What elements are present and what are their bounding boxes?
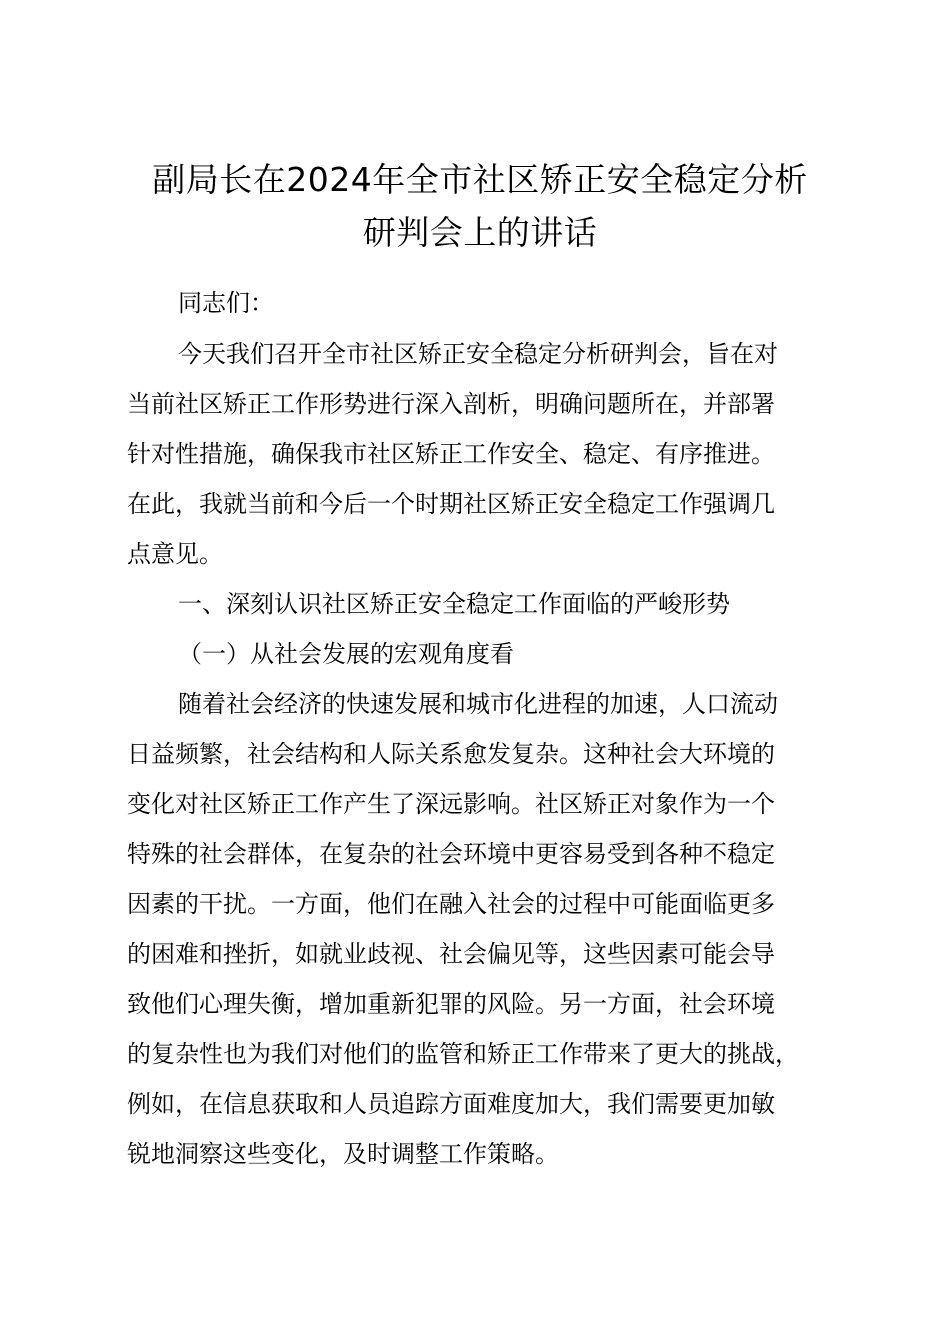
- salutation: 同志们：: [178, 289, 274, 317]
- paragraph-line: 的困难和挫折，如就业歧视、社会偏见等，这些因素可能会导: [127, 940, 775, 968]
- paragraph-line: 在此，我就当前和今后一个时期社区矫正安全稳定工作强调几: [127, 490, 775, 518]
- paragraph-line: 因素的干扰。一方面，他们在融入社会的过程中可能面临更多: [127, 890, 775, 918]
- paragraph-line: 例如，在信息获取和人员追踪方面难度加大，我们需要更加敏: [127, 1090, 775, 1118]
- paragraph-line: 致他们心理失衡，增加重新犯罪的风险。另一方面，社会环境: [127, 990, 775, 1018]
- paragraph-line: 的复杂性也为我们对他们的监管和矫正工作带来了更大的挑战，: [127, 1040, 799, 1068]
- title-line-1: 副局长在2024年全市社区矫正安全稳定分析: [152, 160, 808, 199]
- paragraph-line: 针对性措施，确保我市社区矫正工作安全、稳定、有序推进。: [127, 440, 775, 468]
- paragraph-line: 随着社会经济的快速发展和城市化进程的加速，人口流动: [178, 690, 778, 718]
- paragraph-line: 今天我们召开全市社区矫正安全稳定分析研判会，旨在对: [178, 340, 778, 368]
- paragraph-line: 当前社区矫正工作形势进行深入剖析，明确问题所在，并部署: [127, 390, 775, 418]
- paragraph-line: 点意见。: [127, 540, 223, 568]
- paragraph-line: 变化对社区矫正工作产生了深远影响。社区矫正对象作为一个: [127, 790, 775, 818]
- paragraph-line: 锐地洞察这些变化，及时调整工作策略。: [127, 1140, 559, 1168]
- paragraph-line: 日益频繁，社会结构和人际关系愈发复杂。这种社会大环境的: [127, 740, 775, 768]
- title-line-2: 研判会上的讲话: [362, 213, 598, 252]
- paragraph-line: 特殊的社会群体，在复杂的社会环境中更容易受到各种不稳定: [127, 840, 775, 868]
- subsection-heading: （一）从社会发展的宏观角度看: [178, 640, 514, 668]
- section-heading: 一、深刻认识社区矫正安全稳定工作面临的严峻形势: [178, 590, 730, 618]
